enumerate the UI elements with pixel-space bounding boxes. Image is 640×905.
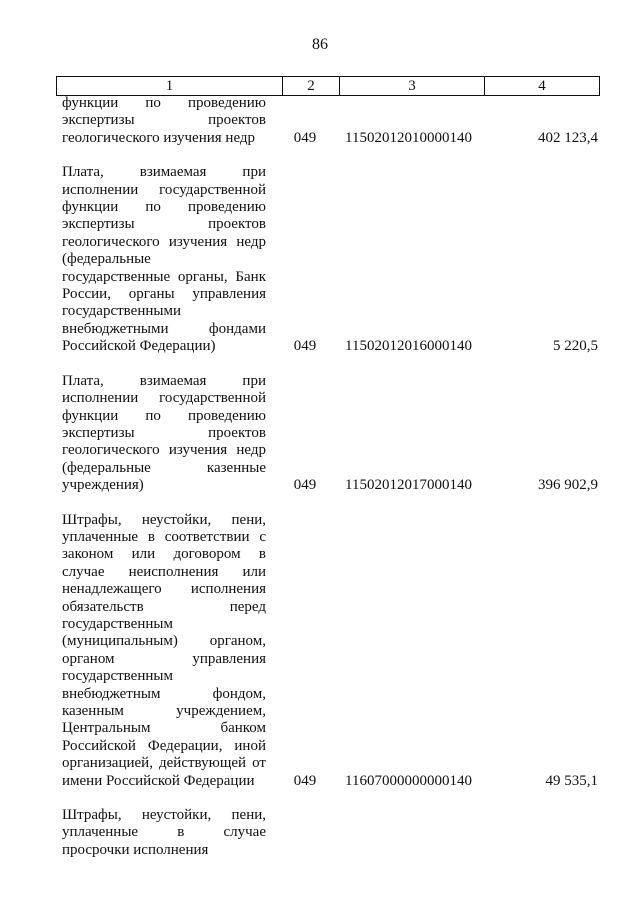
description-line: (федеральные казенные: [62, 459, 266, 476]
row-values: [0, 338, 640, 355]
description-line: государственным: [62, 668, 173, 685]
table-row: [0, 95, 640, 147]
budget-classification-code: 11502012017000140: [345, 477, 472, 494]
description-line: Штрафы, неустойки, пени,: [62, 511, 266, 528]
description-line: случае неисполнения или: [62, 563, 266, 580]
description-line: организацией, действующей от: [62, 755, 266, 772]
description-line: Плата, взимаемая при: [62, 164, 266, 181]
description-line: обязательств перед: [62, 598, 266, 615]
column-header-3: 3: [340, 77, 485, 95]
description-line: экспертизы проектов: [62, 424, 266, 441]
description-line: государственным: [62, 615, 173, 632]
description-line: (муниципальным) органом,: [62, 633, 266, 650]
column-header-4: 4: [538, 78, 546, 94]
amount: 396 902,9: [538, 477, 598, 494]
description-line: геологического изучения недр: [62, 233, 266, 250]
table-row: [0, 373, 640, 495]
table-row: [0, 164, 640, 355]
description-line: имени Российской Федерации: [62, 772, 255, 789]
admin-code: 049: [293, 477, 317, 494]
amount: 5 220,5: [553, 338, 598, 355]
table-body: [0, 95, 640, 859]
row-gap: [0, 356, 640, 373]
admin-code: 049: [293, 129, 317, 146]
description-line: Центральным банком: [62, 720, 266, 737]
description-line: уплаченные в соответствии с: [62, 528, 266, 545]
row-values: [0, 130, 640, 147]
row-values: [0, 773, 640, 790]
description-line: геологического изучения недр: [62, 129, 256, 146]
page-number: 86: [312, 36, 328, 53]
description-line: казенным учреждением,: [62, 703, 266, 719]
description-line: России, органы управления: [62, 286, 266, 303]
row-gap: [0, 790, 640, 807]
row-gap: [0, 147, 640, 164]
budget-classification-code: 11502012016000140: [345, 338, 472, 355]
description-line: функции по проведению: [62, 407, 266, 424]
description-line: геологического изучения недр: [62, 442, 266, 459]
row-gap: [0, 495, 640, 512]
budget-classification-code: 11502012010000140: [345, 129, 472, 146]
description-line: Российской Федерации, иной: [62, 737, 266, 754]
description-line: законом или договором в: [62, 546, 266, 563]
table-row: [0, 512, 640, 791]
description-line: экспертизы проектов: [62, 112, 266, 129]
description-line: просрочки исполнения: [62, 841, 209, 858]
description-line: органом управления: [62, 650, 266, 667]
description-line: ненадлежащего исполнения: [62, 581, 266, 598]
description-line: исполнении государственной: [62, 390, 266, 407]
row-description: [62, 512, 266, 791]
description-line: исполнении государственной: [62, 181, 266, 198]
column-header-2: 2: [283, 77, 340, 95]
description-line: Российской Федерации): [62, 338, 216, 355]
admin-code: 049: [293, 772, 317, 789]
row-values: [0, 842, 640, 859]
description-line: функции по проведению: [62, 95, 266, 111]
description-line: государственными: [62, 303, 181, 320]
description-line: уплаченные в случае: [62, 824, 266, 841]
description-line: (федеральные: [62, 251, 151, 268]
table-row: [0, 807, 640, 859]
description-line: Штрафы, неустойки, пени,: [62, 807, 266, 824]
description-line: государственные органы, Банк: [62, 268, 266, 285]
row-description: [62, 164, 266, 355]
amount: 402 123,4: [538, 129, 598, 146]
amount: 49 535,1: [545, 772, 598, 789]
description-line: функции по проведению: [62, 199, 266, 216]
admin-code: 049: [293, 338, 317, 355]
description-line: Плата, взимаемая при: [62, 372, 266, 389]
column-header-1: 1: [57, 77, 283, 95]
budget-classification-code: 11607000000000140: [345, 772, 472, 789]
description-line: экспертизы проектов: [62, 216, 266, 233]
description-line: внебюджетными фондами: [62, 320, 266, 337]
row-values: [0, 477, 640, 494]
description-line: внебюджетным фондом,: [62, 685, 266, 702]
table-column-header: [56, 76, 600, 96]
description-line: учреждения): [62, 477, 144, 494]
